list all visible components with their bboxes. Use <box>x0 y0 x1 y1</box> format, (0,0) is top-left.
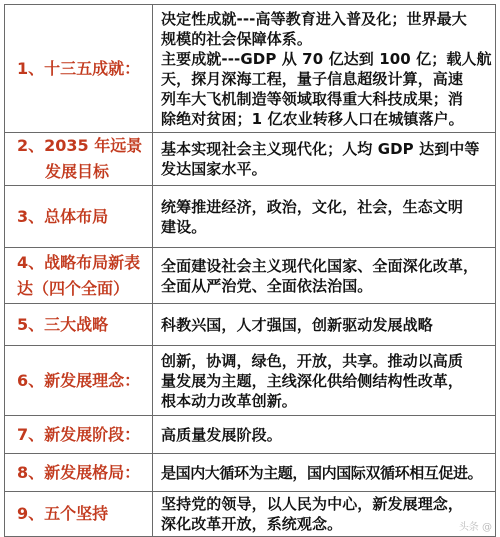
term-text: 3、总体布局 <box>17 206 109 226</box>
term-text: 发展目标 <box>45 162 110 181</box>
desc-text: 统筹推进经济，政治，文化，社会，生态文明 <box>161 197 464 216</box>
term-cell <box>5 454 153 492</box>
term-text: 4、战略布局新表 <box>17 252 141 272</box>
term-cell <box>5 304 153 346</box>
desc-cell <box>153 492 496 537</box>
desc-text: 建设。 <box>161 217 207 236</box>
term-text: 6、新发展理念： <box>17 370 141 390</box>
term-text: 8、新发展格局： <box>17 462 141 482</box>
desc-text: 发达国家水平。 <box>161 160 267 178</box>
term-cell <box>5 186 153 248</box>
term-cell <box>5 346 153 416</box>
term-text: 1、十三五成就： <box>17 58 141 78</box>
desc-text: 坚持党的领导，以人民为中心，新发展理念， <box>161 495 464 513</box>
desc-cell <box>153 133 496 186</box>
desc-text: 天，探月深海工程，量子信息超级计算，高速 <box>161 69 464 88</box>
desc-cell <box>153 304 496 346</box>
table-row <box>5 416 496 454</box>
table-row <box>5 133 496 186</box>
term-cell <box>5 492 153 537</box>
desc-text: 根本动力改革创新。 <box>161 391 297 410</box>
term-cell <box>5 133 153 186</box>
desc-text: 规模的社会保障体系。 <box>161 29 313 48</box>
desc-cell <box>153 186 496 248</box>
desc-text: 创新，协调，绿色，开放，共享。推动以高质 <box>161 351 464 370</box>
desc-cell <box>153 416 496 454</box>
desc-text: 高质量发展阶段。 <box>161 425 282 444</box>
desc-text: 基本实现社会主义现代化；人均 GDP 达到中等 <box>161 140 480 158</box>
desc-text: 量发展为主题，主线深化供给侧结构性改革， <box>161 371 464 390</box>
desc-text: 是国内大循环为主题，国内国际双循环相互促进。 <box>161 463 483 482</box>
term-text: 达（四个全面） <box>17 278 130 298</box>
table-row <box>5 454 496 492</box>
table-row <box>5 186 496 248</box>
desc-cell <box>153 5 496 133</box>
desc-text: 全面从严治党、全面依法治国。 <box>161 276 373 295</box>
desc-cell <box>153 454 496 492</box>
term-cell <box>5 416 153 454</box>
summary-table <box>4 4 496 537</box>
desc-cell <box>153 248 496 304</box>
desc-text: 决定性成就---高等教育进入普及化；世界最大 <box>161 9 467 28</box>
table-row <box>5 5 496 133</box>
term-text: 2、2035 年远景 <box>17 136 143 155</box>
watermark-text: 头条 @ <box>458 522 492 533</box>
desc-text: 深化改革开放，系统观念。 <box>161 515 343 533</box>
desc-cell <box>153 346 496 416</box>
term-text: 5、三大战略 <box>17 314 109 334</box>
term-cell <box>5 248 153 304</box>
table-row <box>5 346 496 416</box>
term-text: 7、新发展阶段： <box>17 424 141 444</box>
table-row <box>5 492 496 537</box>
table-row <box>5 248 496 304</box>
desc-text: 科教兴国，人才强国，创新驱动发展战略 <box>161 315 433 334</box>
term-text: 9、五个坚持 <box>17 504 109 523</box>
desc-text: 全面建设社会主义现代化国家、全面深化改革， <box>161 256 479 275</box>
desc-text: 列车大飞机制造等领域取得重大科技成果；消 <box>161 89 464 108</box>
term-cell <box>5 5 153 133</box>
desc-text: 主要成就---GDP 从 70 亿达到 100 亿；载人航 <box>161 49 492 68</box>
desc-text: 除绝对贫困；1 亿农业转移人口在城镇落户。 <box>161 109 464 128</box>
table-row <box>5 304 496 346</box>
